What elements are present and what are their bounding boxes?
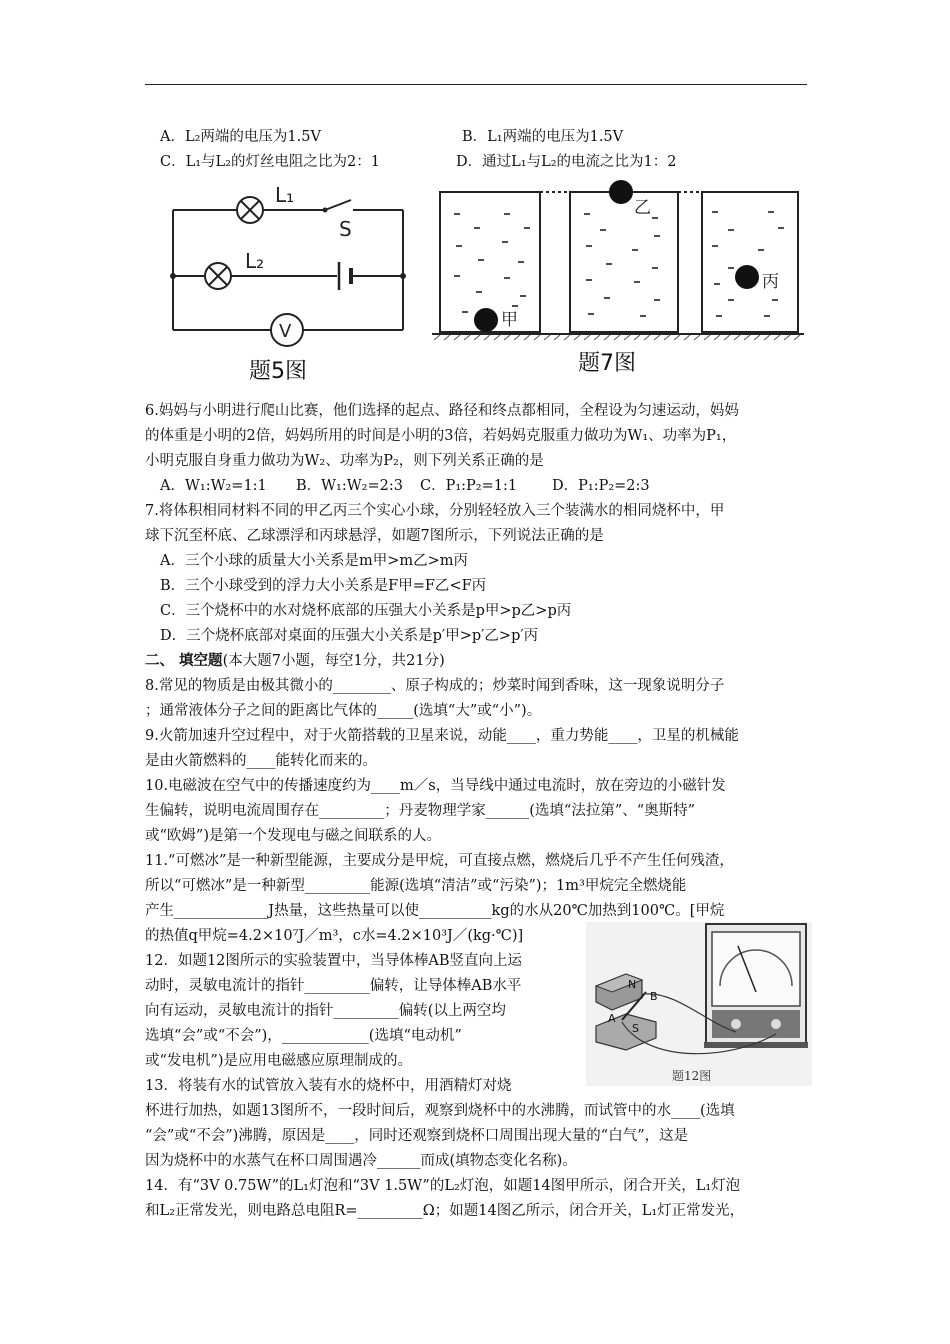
figure-12-apparatus [586, 922, 812, 1086]
section-2-note: (本大题7小题，每空1分，共21分) [222, 653, 445, 669]
q6-option-d: D．P₁:P₂=2:3 [552, 478, 650, 494]
fig5-label-v: V [279, 321, 292, 342]
q11-line-2: 所以“可燃冰”是一种新型_________能源(选填“清洁”或“污染”)；1m³甲烷完全燃烧能 [145, 878, 687, 894]
q11-line-4: 的热值q甲烷=4.2×10⁷J／m³，c水=4.2×10³J／(kg·℃)] [145, 928, 524, 944]
q11-line-3: 产生_____________J热量，这些热量可以使__________kg的水从20℃加热到100℃。[甲烷 [145, 903, 725, 919]
fig12-label-s: S [632, 1022, 639, 1035]
fig12-label-b: B [650, 990, 658, 1003]
q7-option-d: D．三个烧杯底部对桌面的压强大小关系是p′甲>p′乙>p′丙 [160, 628, 539, 644]
q5-option-c: C．L₁与L₂的灯丝电阻之比为2：1 [160, 154, 380, 170]
q12-line-5: 或“发电机”)是应用电磁感应原理制成的。 [145, 1053, 412, 1069]
q5-option-a: A．L₂两端的电压为1.5V [160, 129, 321, 145]
q7-line-2: 球下沉至杯底、乙球漂浮和丙球悬浮，如题7图所示，下列说法正确的是 [145, 528, 604, 544]
q9-line-2: 是由火箭燃料的____能转化而来的。 [145, 753, 377, 769]
q12-line-1: 12．如题12图所示的实验装置中，当导体棒AB竖直向上运 [145, 953, 523, 969]
fig5-label-l1: L₁ [275, 183, 295, 207]
section-2-title: 二、 填空题 [145, 652, 223, 669]
q14-line-2: 和L₂正常发光，则电路总电阻R=_________Ω；如题14图乙所示，闭合开关，L₁灯正常发光， [145, 1203, 745, 1219]
q5-option-b: B．L₁两端的电压为1.5V [462, 129, 624, 145]
q7-option-c: C．三个烧杯中的水对烧杯底部的压强大小关系是p甲>p乙>p丙 [160, 603, 572, 619]
q12-line-4: 选填“会”或“不会”)，____________(选填“电动机” [145, 1028, 462, 1044]
q6-option-c: C．P₁:P₂=1:1 [420, 478, 518, 494]
q14-line-1: 14．有“3V 0.75W”的L₁灯泡和“3V 1.5W”的L₂灯泡，如题14图甲所示，闭合开关，L₁灯泡 [145, 1178, 741, 1194]
section-2-heading [145, 651, 445, 671]
q6-line-1: 6.妈妈与小明进行爬山比赛，他们选择的起点、路径和终点都相同，全程设为匀速运动，妈妈 [145, 403, 739, 419]
q7-line-1: 7.将体积相同材料不同的甲乙丙三个实心小球，分别轻轻放入三个装满水的相同烧杯中，甲 [145, 503, 725, 519]
fig12-label-n: N [628, 978, 637, 991]
q9-line-1: 9.火箭加速升空过程中，对于火箭搭载的卫星来说，动能____，重力势能____，卫星的机械能 [145, 728, 739, 744]
q5-option-d: D．通过L₁与L₂的电流之比为1：2 [456, 154, 677, 170]
figure-7-beakers [428, 180, 808, 345]
q12-line-2: 动时，灵敏电流计的指针_________偏转，让导体棒AB水平 [145, 978, 522, 994]
q11-line-1: 11.“可燃冰”是一种新型能源，主要成分是甲烷，可直接点燃，燃烧后几乎不产生任何残渣， [145, 853, 734, 869]
q6-option-a: A．W₁:W₂=1:1 [160, 478, 267, 494]
q10-line-3: 或“欧姆”)是第一个发现电与磁之间联系的人。 [145, 828, 441, 844]
fig7-caption: 题7图 [578, 351, 636, 376]
q13-line-2: 杯进行加热，如题13图所不，一段时间后，观察到烧杯中的水沸腾，而试管中的水____(选填 [145, 1103, 735, 1119]
q13-line-1: 13．将装有水的试管放入装有水的烧杯中，用酒精灯对烧 [145, 1078, 512, 1094]
fig12-label-a: A [608, 1012, 616, 1025]
q8-line-1: 8.常见的物质是由极其微小的________、原子构成的；炒菜时闻到香味，这一现象说明分子 [145, 678, 725, 694]
ball-bing [735, 265, 759, 289]
q7-option-a: A．三个小球的质量大小关系是m甲>m乙>m丙 [160, 553, 469, 569]
fig12-caption: 题12图 [672, 1069, 712, 1083]
q13-line-3: “会”或“不会”)沸腾，原因是____，同时还观察到烧杯口周围出现大量的“白气”，这是 [145, 1128, 689, 1144]
q10-line-2: 生偏转，说明电流周围存在_________；丹麦物理学家______(选填“法拉第”、“奥斯特” [145, 803, 696, 819]
figure-5-circuit [165, 182, 415, 382]
fig7-label-bing: 丙 [762, 272, 779, 292]
q6-line-3: 小明克服自身重力做功为W₂、功率为P₂，则下列关系正确的是 [145, 453, 544, 469]
fig7-label-jia: 甲 [501, 310, 518, 330]
header-rule [145, 84, 807, 85]
fig5-label-s: S [339, 217, 352, 241]
q12-line-3: 向有运动，灵敏电流计的指针_________偏转(以上两空均 [145, 1003, 506, 1019]
fig7-label-yi: 乙 [634, 198, 651, 218]
q6-line-2: 的体重是小明的2倍，妈妈所用的时间是小明的3倍，若妈妈克服重力做功为W₁、功率为P₁， [145, 428, 737, 444]
q10-line-1: 10.电磁波在空气中的传播速度约为____m／s，当导线中通过电流时，放在旁边的小磁针发 [145, 778, 726, 794]
fig5-label-l2: L₂ [245, 249, 265, 273]
ball-jia [474, 308, 498, 332]
q8-line-2: ；通常液体分子之间的距离比气体的_____(选填“大”或“小”)。 [145, 703, 542, 719]
ball-yi [609, 180, 633, 204]
q6-option-b: B．W₁:W₂=2:3 [296, 478, 403, 494]
q7-option-b: B．三个小球受到的浮力大小关系是F甲=F乙<F丙 [160, 578, 487, 594]
fig5-caption: 题5图 [249, 359, 307, 384]
q13-line-4: 因为烧杯中的水蒸气在杯口周围遇冷______而成(填物态变化名称)。 [145, 1153, 577, 1169]
